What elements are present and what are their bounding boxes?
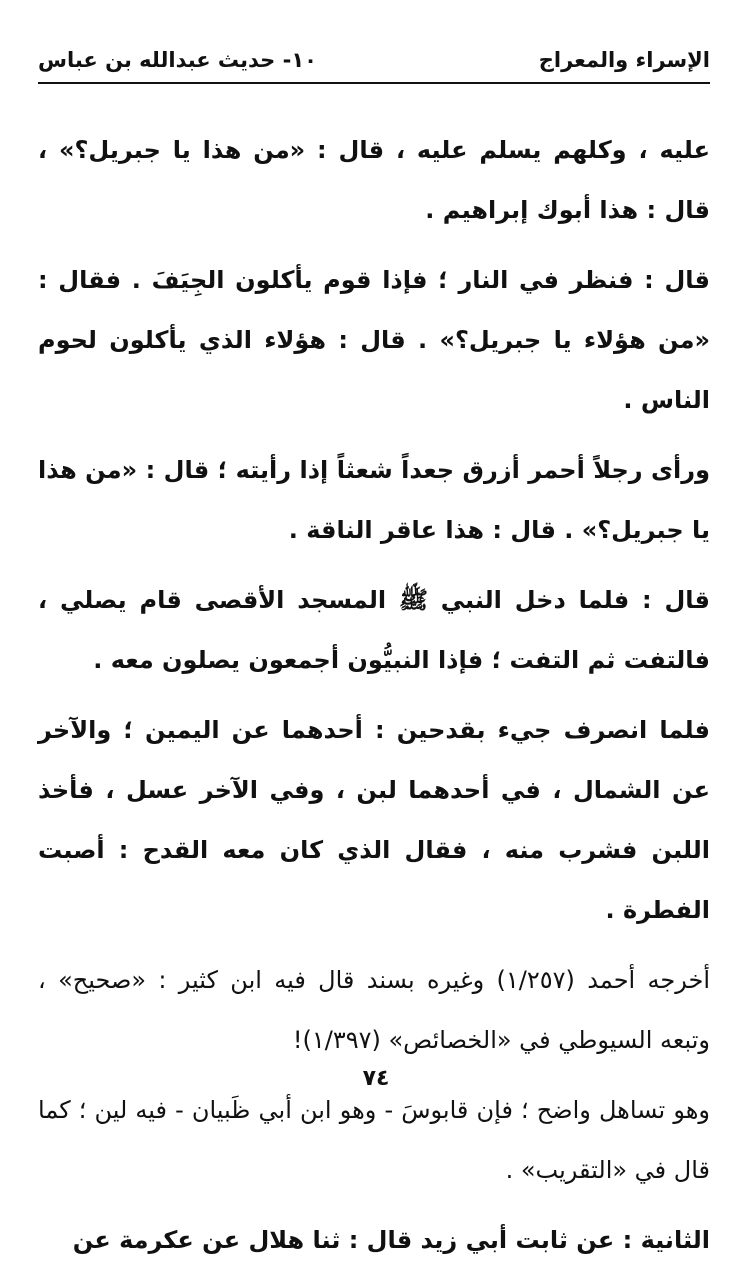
paragraph-5: فلما انصرف جيء بقدحين : أحدهما عن اليمين ؛ والآخر عن الشمال ، في أحدهما لبن ، وفي الآخر عسل ، فأخذ اللبن فشرب منه ، فقال الذي كان معه القدح : أصبت الفطرة . [38, 716, 710, 924]
paragraph-4: قال : فلما دخل النبي ﷺ المسجد الأقصى قام يصلي ، فالتفت ثم التفت ؛ فإذا النبيُّون أجمعون يصلون معه . [38, 586, 710, 674]
paragraph-6: أخرجه أحمد (١/٢٥٧) وغيره بسند قال فيه ابن كثير : «صحيح» ، وتبعه السيوطي في «الخصائص» (١/٣٩٧)! [38, 966, 711, 1054]
paragraph-7: وهو تساهل واضح ؛ فإن قابوسَ - وهو ابن أبي ظَبيان - فيه لين ؛ كما قال في «التقريب» . [38, 1096, 710, 1184]
section-title: ١٠- حديث عبدالله بن عباس [38, 48, 317, 72]
paragraph-3: ورأى رجلاً أحمر أزرق جعداً شعثاً إذا رأيته ؛ قال : «من هذا يا جبريل؟» . قال : هذا عاقر الناقة . [38, 456, 710, 544]
paragraph-1: عليه ، وكلهم يسلم عليه ، قال : «من هذا يا جبريل؟» ، قال : هذا أبوك إبراهيم . [38, 136, 710, 224]
page-body [38, 120, 710, 1280]
running-header [38, 46, 710, 84]
page-number: ٧٤ [362, 1066, 390, 1091]
paragraph-8: الثانية : عن ثابت أبي زيد قال : ثنا هلال عن عكرمة عن [72, 1226, 710, 1254]
paragraph-2: قال : فنظر في النار ؛ فإذا قوم يأكلون الجِيَفَ . فقال : «من هؤلاء يا جبريل؟» . قال : هؤلاء الذي يأكلون لحوم الناس . [38, 266, 710, 414]
chapter-title: الإسراء والمعراج [538, 48, 710, 72]
